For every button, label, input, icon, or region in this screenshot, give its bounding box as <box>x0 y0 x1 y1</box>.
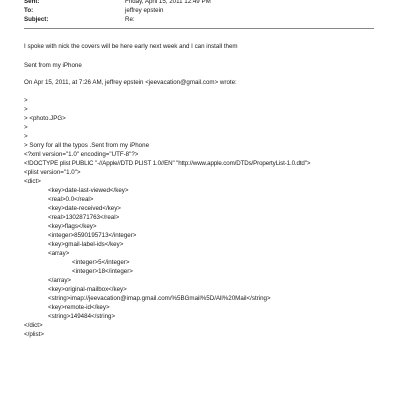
quoted-line: > <box>24 124 28 131</box>
plist-entry: </array> <box>48 277 72 284</box>
message-text: I spoke with nick the covers will be here early next week and I can install them <box>24 43 238 50</box>
sent-label: Sent: <box>24 0 40 5</box>
plist-entry: <real>0.0</real> <box>48 196 94 203</box>
plist-entry: <key>date-last-viewed</key> <box>48 187 129 194</box>
quoted-line: > <box>24 97 28 104</box>
plist-close: </plist> <box>24 331 44 338</box>
quoted-line: > <box>24 106 28 113</box>
sent-value: Friday, April 15, 2011 12:49 PM <box>125 0 211 5</box>
to-value: jeffrey epstein <box>125 7 164 14</box>
subject-label: Subject: <box>24 16 49 23</box>
subject-row <box>24 16 135 24</box>
to-label: To: <box>24 7 34 14</box>
to-row <box>24 7 163 15</box>
plist-entry: <string>149484</string> <box>48 313 116 320</box>
dict-close: </dict> <box>24 322 43 329</box>
signature-text: Sent from my iPhone <box>24 62 82 69</box>
plist-array-item: <integer>18</integer> <box>72 268 133 275</box>
subject-value: Re: <box>125 16 135 23</box>
header-divider <box>24 28 374 29</box>
plist-open: <plist version="1.0"> <box>24 169 81 176</box>
plist-entry: <key>flags</key> <box>48 223 97 230</box>
plist-array-item: <integer>5</integer> <box>72 259 130 266</box>
sent-row <box>24 0 211 6</box>
plist-entry: <integer>8590195713</integer> <box>48 232 137 239</box>
quoted-line: > <box>24 133 28 140</box>
quote-intro: On Apr 15, 2011, at 7:26 AM, jeffrey epstein <jeevacation@gmail.com> wrote: <box>24 79 237 86</box>
xml-declaration: <?xml version="1.0" encoding="UTF-8"?> <box>24 151 139 158</box>
dict-open: <dict> <box>24 178 41 185</box>
plist-entry: <array> <box>48 250 70 257</box>
plist-entry: <key>original-mailbox</key> <box>48 286 127 293</box>
plist-entry: <real>1302871763</real> <box>48 214 120 221</box>
plist-entry: <string>imap://jeevacation@imap.gmail.com/%5BGmail%5D/All%20Mail</string> <box>48 295 271 302</box>
quoted-line: > <photo.JPG> <box>24 115 66 122</box>
plist-entry: <key>date-received</key> <box>48 205 121 212</box>
quoted-line: > Sorry for all the typos .Sent from my iPhone <box>24 142 150 149</box>
plist-entry: <key>gmail-label-ids</key> <box>48 241 124 248</box>
plist-entry: <key>remote-id</key> <box>48 304 110 311</box>
doctype-line: <!DOCTYPE plist PUBLIC "-//Apple//DTD PLIST 1.0//EN" "http://www.apple.com/DTDs/PropertyList-1.0.dtd"> <box>24 160 311 167</box>
